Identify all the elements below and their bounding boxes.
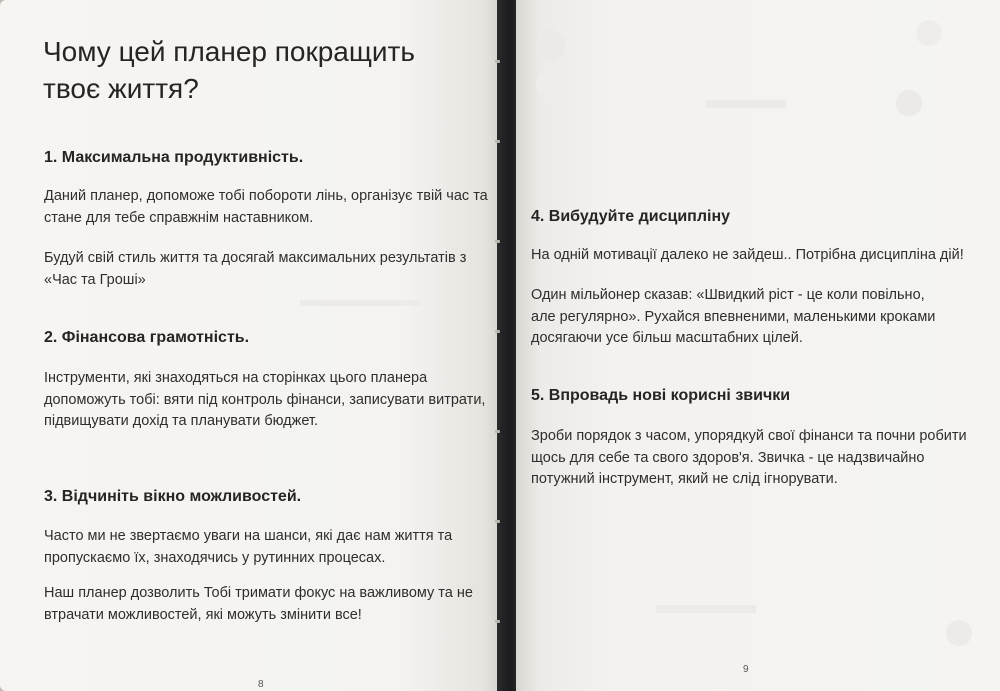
section-4-paragraph-1: На одній мотивації далеко не зайдеш.. Потрібна дисципліна дій! bbox=[531, 247, 964, 263]
page-number: 9 bbox=[743, 664, 749, 675]
section-heading-1: 1. Максимальна продуктивність. bbox=[44, 149, 304, 166]
section-heading-4: 4. Вибудуйте дисципліну bbox=[531, 208, 731, 225]
section-3-paragraph-2: Наш планер дозволить Тобі тримати фокус на важливому та не втрачати можливостей, які можуть змінити все! bbox=[44, 585, 473, 623]
section-1-paragraph-2: Будуй свій стиль життя та досягай максимальних результатів з «Час та Гроші» bbox=[44, 250, 467, 288]
section-heading-2: 2. Фінансова грамотність. bbox=[44, 329, 250, 346]
section-4-paragraph-2: Один мільйонер сказав: «Швидкий ріст - це коли повільно, але регулярно». Рухайся впевненими, маленькими кроками досягаючи усе більш масштабних цілей. bbox=[531, 287, 936, 346]
page-title: Чому цей планер покращить твоє життя? bbox=[43, 36, 415, 104]
right-page bbox=[516, 0, 1000, 691]
page-number: 8 bbox=[258, 679, 264, 690]
section-heading-5: 5. Впровадь нові корисні звички bbox=[531, 387, 791, 404]
section-2-paragraph-1: Інструменти, які знаходяться на сторінках цього планера допоможуть тобі: вяти під контроль фінанси, записувати витрати, підвищувати дохід та планувати бюджет. bbox=[44, 370, 486, 429]
section-1-paragraph-1: Даний планер, допоможе тобі побороти лінь, організує твій час та стане для тебе справжнім наставником. bbox=[44, 188, 488, 226]
section-5-paragraph-1: Зроби порядок з часом, упорядкуй свої фінанси та почни робити щось для себе та свого здоров'я. Звичка - це надзвичайно потужний інструмент, який не слід ігнорувати. bbox=[531, 428, 967, 487]
section-3-paragraph-1: Часто ми не звертаємо уваги на шанси, які дає нам життя та пропускаємо їх, знаходячись у рутинних процесах. bbox=[44, 528, 453, 566]
section-heading-3: 3. Відчиніть вікно можливостей. bbox=[44, 488, 302, 505]
